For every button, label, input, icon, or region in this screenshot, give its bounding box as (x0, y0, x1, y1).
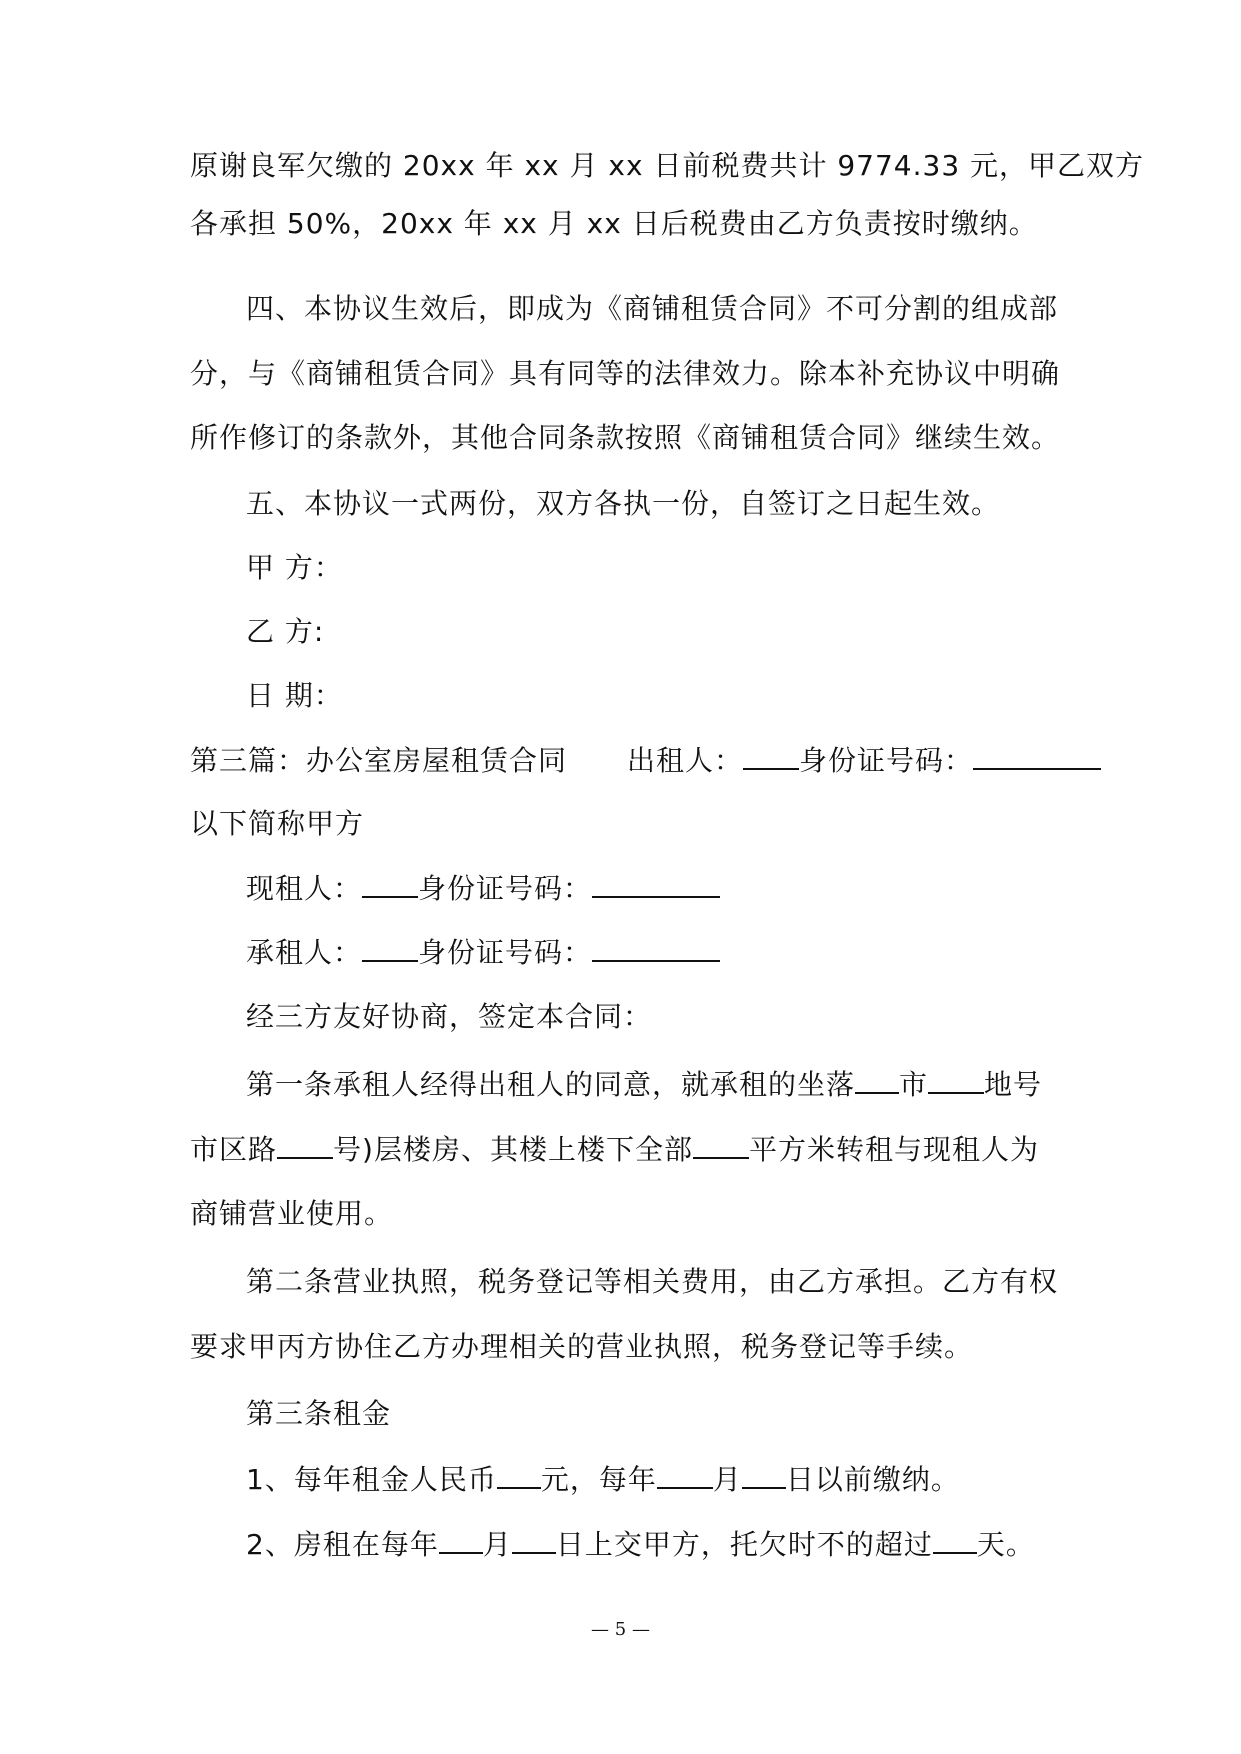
text-line: 商铺营业使用。 (190, 1197, 394, 1230)
city-blank (855, 1064, 899, 1094)
current-tenant-line (246, 868, 720, 909)
tenant-id-blank (592, 932, 720, 962)
section-title: 第三篇：办公室房屋租赁合同 (190, 744, 568, 777)
id-label: 身份证号码： (418, 936, 593, 969)
lessor-label: 出租人： (627, 744, 744, 777)
rent-day-blank (742, 1459, 786, 1489)
article3-title: 第三条租金 (246, 1397, 392, 1430)
text-line: 分，与《商铺租赁合同》具有同等的法律效力。除本补充协议中明确 (190, 357, 1061, 390)
text-line: 所作修订的条款外，其他合同条款按照《商铺租赁合同》继续生效。 (190, 421, 1061, 454)
text-line: 第二条营业执照，税务登记等相关费用，由乙方承担。乙方有权 (246, 1265, 1059, 1298)
page-number: — 5 — (591, 1619, 650, 1640)
article1-line2: 市区路 号)层楼房、其楼上楼下全部 平方米转租与现租人为 (190, 1129, 1039, 1170)
tenant-label: 承租人： (246, 936, 363, 969)
current-tenant-name-blank (362, 868, 418, 898)
date-signature: 日 期： (246, 679, 343, 712)
text-line: 经三方友好协商，签定本合同： (246, 1000, 653, 1033)
tenant-line (246, 932, 720, 973)
text-line: 各承担 50%，20xx 年 xx 月 xx 日后税费由乙方负责按时缴纳。 (190, 207, 1038, 240)
number-blank (277, 1129, 333, 1159)
id-label: 身份证号码： (418, 872, 593, 905)
area-blank (693, 1129, 749, 1159)
due-day-blank (512, 1524, 556, 1554)
current-tenant-label: 现租人： (246, 872, 363, 905)
rent-month-blank (657, 1459, 713, 1489)
text-line: 四、本协议生效后，即成为《商铺租赁合同》不可分割的组成部 (246, 292, 1059, 325)
lot-blank (928, 1064, 984, 1094)
due-month-blank (439, 1524, 483, 1554)
lessor-id-blank (973, 740, 1101, 770)
article1-line1: 第一条承租人经得出租人的同意，就承租的坐落 市 地号 (246, 1064, 1042, 1105)
rent-item-2: 2、房租在每年 月 日上交甲方，托欠时不的超过 天。 (246, 1524, 1035, 1565)
rent-item-1: 1、每年租金人民币 元，每年 月 日以前缴纳。 (246, 1459, 960, 1500)
party-a-signature: 甲 方： (246, 551, 343, 584)
section-title-line (190, 740, 1101, 781)
text-line: 以下简称甲方 (190, 807, 365, 840)
tenant-name-blank (362, 932, 418, 962)
text-line: 要求甲丙方协住乙方办理相关的营业执照，税务登记等手续。 (190, 1330, 974, 1363)
rent-amount-blank (497, 1459, 541, 1489)
grace-days-blank (933, 1524, 977, 1554)
id-label: 身份证号码： (799, 744, 974, 777)
current-tenant-id-blank (592, 868, 720, 898)
party-b-signature: 乙 方: (246, 615, 325, 648)
lessor-name-blank (743, 740, 799, 770)
text-line: 原谢良军欠缴的 20xx 年 xx 月 xx 日前税费共计 9774.33 元，甲乙双方 (190, 149, 1145, 182)
text-line: 五、本协议一式两份，双方各执一份，自签订之日起生效。 (246, 487, 1001, 520)
